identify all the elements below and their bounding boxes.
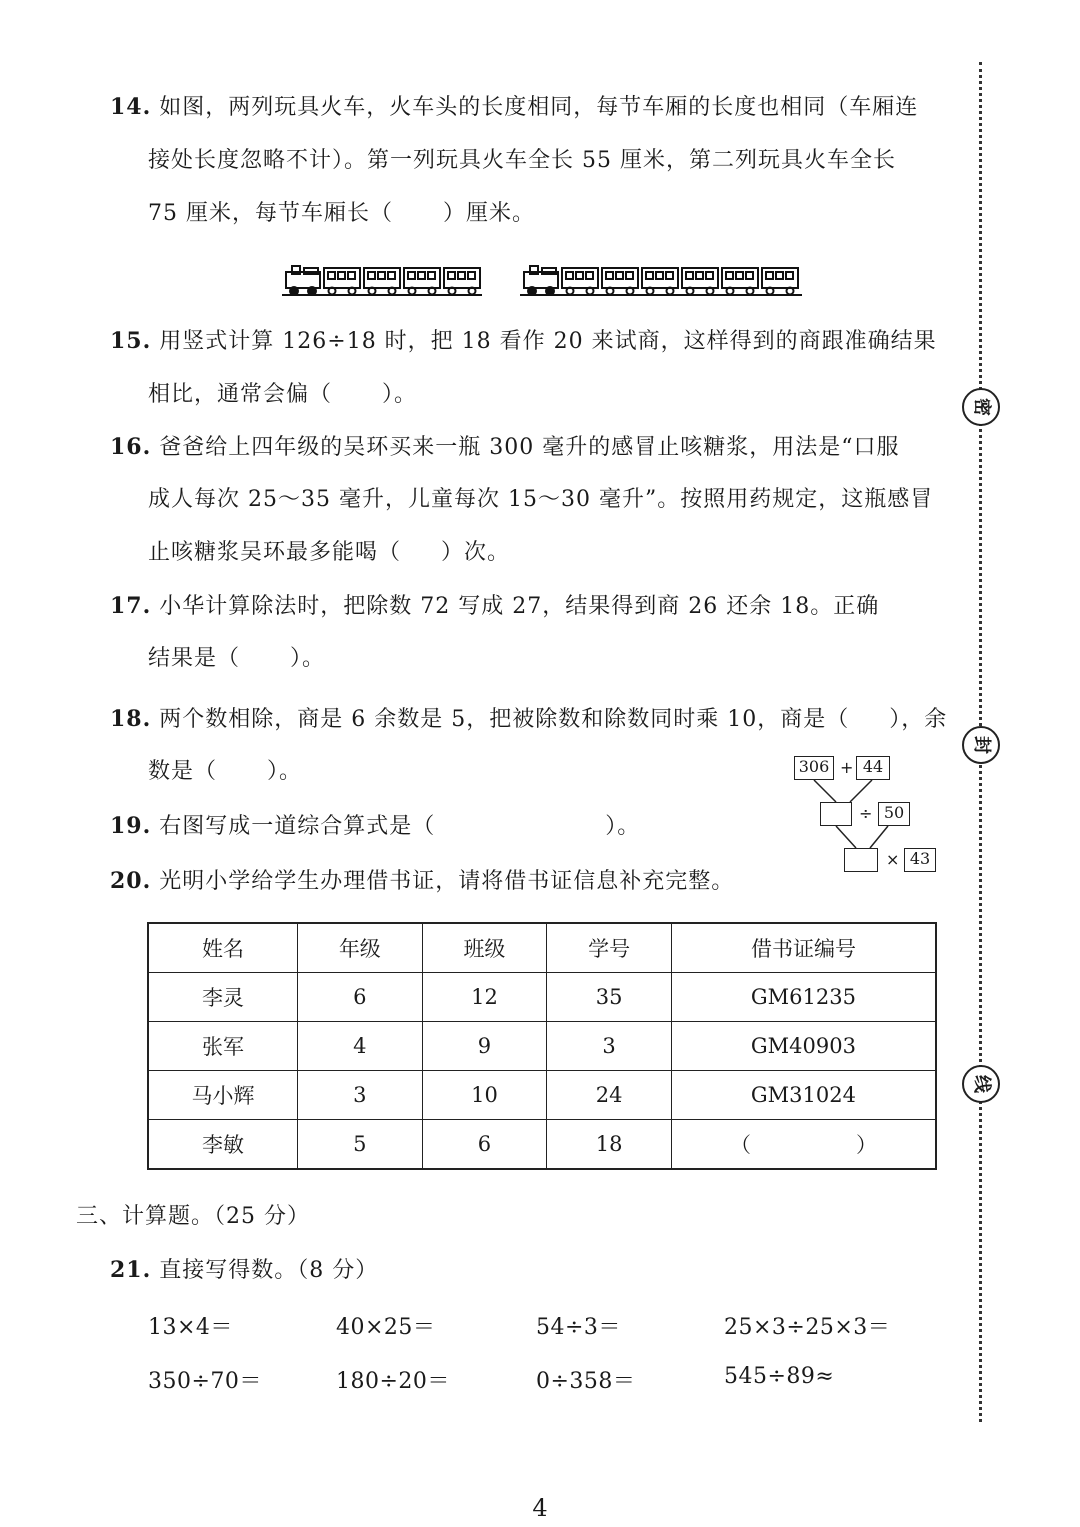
q15-line2 — [148, 380, 417, 410]
train-1-wagons — [324, 268, 480, 295]
calc-item[interactable]: 545÷89≈ — [724, 1364, 835, 1389]
calc-item[interactable]: 0÷358＝ — [536, 1369, 636, 1394]
cell-name: 马小辉 — [148, 1071, 298, 1120]
q17-text-line2b: ）。 — [290, 646, 326, 671]
train-2-wagons — [562, 268, 798, 295]
header-grade: 年级 — [298, 923, 423, 973]
cell-student-id: 24 — [547, 1071, 672, 1120]
q14-text-line2: 接处长度忽略不计）。第一列玩具火车全长 55 厘米，第二列玩具火车全长 — [148, 148, 896, 173]
q16-text-line2: 成人每次 25～35 毫升，儿童每次 15～30 毫升”。按照用药规定，这瓶感冒 — [148, 487, 934, 512]
q18-text-line1a: 两个数相除，商是 6 余数是 5，把被除数和除数同时乘 10，商是（ — [159, 707, 850, 732]
toy-trains-illustration — [282, 262, 802, 298]
cell-class: 9 — [422, 1022, 547, 1071]
q17-text-line1: 小华计算除法时，把除数 72 写成 27，结果得到商 26 还余 18。正确 — [159, 594, 880, 619]
q14-line1 — [110, 92, 918, 123]
cell-student-id: 35 — [547, 973, 672, 1022]
q19-number: 19. — [110, 813, 152, 839]
q21-number: 21. — [110, 1257, 152, 1283]
calc-item[interactable]: 25×3÷25×3＝ — [724, 1315, 891, 1340]
calc-item[interactable]: 180÷20＝ — [336, 1369, 450, 1394]
q14-text-line3a: 75 厘米，每节车厢长（ — [148, 201, 393, 226]
q16-text-line3a: 止咳糖浆吴环最多能喝（ — [148, 540, 402, 565]
seal-mark-mi: 密 — [962, 388, 1000, 426]
q15-line1 — [110, 326, 937, 357]
flow-number-43: 43 — [904, 848, 936, 872]
seal-mark-xian: 线 — [962, 1065, 1000, 1103]
flow-number-50: 50 — [878, 802, 910, 826]
q21-title: 直接写得数。（8 分） — [159, 1258, 379, 1283]
section3-title: 三、计算题。（25 分） — [76, 1204, 310, 1229]
q14-text-line1: 如图，两列玩具火车，火车头的长度相同，每节车厢的长度也相同（车厢连 — [159, 95, 919, 120]
q14-text-line3b: ）厘米。 — [443, 201, 536, 226]
library-card-table — [147, 922, 937, 1170]
cell-card-number: GM61235 — [671, 973, 936, 1022]
table-header-row — [148, 923, 936, 973]
calc-item[interactable]: 54÷3＝ — [536, 1315, 621, 1340]
q16-line3 — [148, 538, 510, 568]
q20-number: 20. — [110, 868, 152, 894]
flow-plus-op: + — [840, 758, 854, 777]
flow-divide-op: ÷ — [859, 804, 873, 823]
card-number-answer-blank[interactable]: （ ） — [671, 1120, 936, 1170]
train-2 — [520, 266, 802, 295]
q18-line2 — [148, 757, 302, 787]
flow-empty-box-1[interactable] — [820, 802, 852, 826]
table-row — [148, 1120, 936, 1170]
q18-text-line1b: ），余 — [889, 707, 948, 732]
q19-flowchart — [790, 752, 950, 882]
flow-empty-box-2[interactable] — [844, 848, 878, 872]
cell-grade: 5 — [298, 1120, 423, 1170]
header-card-number: 借书证编号 — [671, 923, 936, 973]
cell-name: 李敏 — [148, 1120, 298, 1170]
q15-text-line1: 用竖式计算 126÷18 时，把 18 看作 20 来试商，这样得到的商跟准确结果 — [159, 329, 937, 354]
cell-class: 10 — [422, 1071, 547, 1120]
cell-grade: 6 — [298, 973, 423, 1022]
flow-number-44: 44 — [856, 756, 890, 780]
q16-text-line3b: ）次。 — [441, 540, 511, 565]
q18-line1 — [110, 704, 947, 735]
cell-grade: 3 — [298, 1071, 423, 1120]
q17-text-line2a: 结果是（ — [148, 646, 241, 671]
cell-grade: 4 — [298, 1022, 423, 1071]
table-row — [148, 1022, 936, 1071]
q21-line — [110, 1255, 378, 1286]
q17-number: 17. — [110, 593, 152, 619]
cell-class: 6 — [422, 1120, 547, 1170]
header-class: 班级 — [422, 923, 547, 973]
calc-item[interactable]: 350÷70＝ — [148, 1369, 262, 1394]
q15-text-line2b: ）。 — [382, 382, 418, 407]
calc-item[interactable]: 13×4＝ — [148, 1315, 233, 1340]
q17-line2 — [148, 644, 325, 674]
table-row — [148, 1071, 936, 1120]
page-number: 4 — [532, 1494, 548, 1522]
seal-mark-feng: 封 — [962, 726, 1000, 764]
cell-class: 12 — [422, 973, 547, 1022]
q14-number: 14. — [110, 94, 152, 120]
cell-student-id: 3 — [547, 1022, 672, 1071]
q19-text-b: ）。 — [605, 814, 641, 839]
cell-card-number: GM40903 — [671, 1022, 936, 1071]
q19-text-a: 右图写成一道综合算式是（ — [159, 814, 436, 839]
q18-text-line2b: ）。 — [267, 759, 303, 784]
header-student-id: 学号 — [547, 923, 672, 973]
flow-number-306: 306 — [794, 756, 834, 780]
q14-line3 — [148, 199, 535, 229]
q17-line1 — [110, 591, 879, 622]
q15-number: 15. — [110, 328, 152, 354]
q16-text-line1: 爸爸给上四年级的吴环买来一瓶 300 毫升的感冒止咳糖浆，用法是“口服 — [159, 435, 900, 460]
q16-line1 — [110, 432, 900, 463]
q20-text: 光明小学给学生办理借书证，请将借书证信息补充完整。 — [159, 869, 735, 894]
flow-multiply-op: × — [886, 850, 900, 869]
table-row — [148, 973, 936, 1022]
q16-number: 16. — [110, 434, 152, 460]
q20-line — [110, 866, 734, 897]
q18-number: 18. — [110, 706, 152, 732]
header-name: 姓名 — [148, 923, 298, 973]
q15-text-line2a: 相比，通常会偏（ — [148, 382, 333, 407]
train-1 — [282, 266, 482, 295]
cell-name: 李灵 — [148, 973, 298, 1022]
cell-name: 张军 — [148, 1022, 298, 1071]
q18-text-line2a: 数是（ — [148, 759, 218, 784]
q19-line — [110, 811, 640, 842]
cell-card-number: GM31024 — [671, 1071, 936, 1120]
calc-item[interactable]: 40×25＝ — [336, 1315, 436, 1340]
cell-student-id: 18 — [547, 1120, 672, 1170]
